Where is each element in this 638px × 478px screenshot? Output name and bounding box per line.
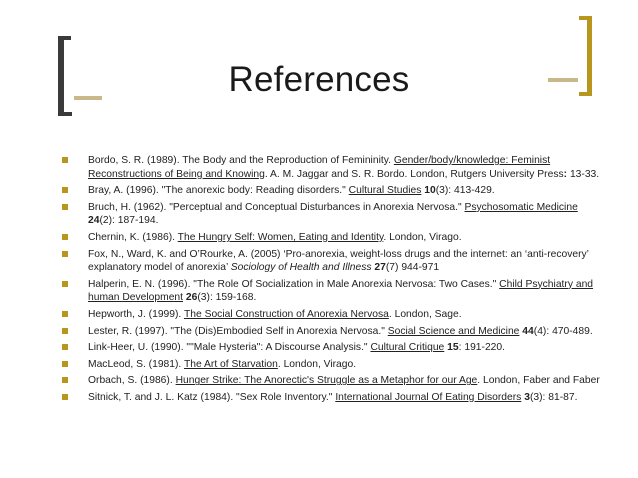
left-bracket-bottom-arm: [64, 112, 72, 116]
reference-volume: 24: [88, 215, 100, 227]
square-bullet-icon: [62, 234, 68, 240]
square-bullet-icon: [62, 344, 68, 350]
right-bracket-top-arm: [579, 16, 587, 20]
reference-text: . London, Faber and Faber: [477, 375, 600, 387]
square-bullet-icon: [62, 204, 68, 210]
reference-item: [62, 391, 602, 405]
reference-text: (7) 944-971: [385, 262, 440, 274]
slide-title: References: [228, 60, 410, 99]
reference-text: . London, Virago.: [277, 358, 357, 370]
reference-text: Chernin, K. (1986).: [88, 231, 178, 243]
left-bracket-top-arm: [64, 36, 71, 40]
reference-item: [62, 374, 602, 388]
square-bullet-icon: [62, 394, 68, 400]
reference-text: Lester, R. (1997). "The (Dis)Embodied Self in Anorexia Nervosa.": [88, 325, 388, 337]
reference-text: Bray, A. (1996). "The anorexic body: Reading disorders.": [88, 185, 349, 197]
reference-item: [62, 184, 602, 198]
reference-text: : 191-220.: [458, 342, 505, 354]
reference-text: . London, Sage.: [388, 308, 462, 320]
square-bullet-icon: [62, 251, 68, 257]
reference-item: [62, 325, 602, 339]
reference-item: [62, 278, 602, 305]
reference-source-title: International Journal Of Eating Disorders: [335, 391, 522, 403]
reference-text: . London, Virago.: [383, 231, 462, 243]
reference-text: Sitnick, T. and J. L. Katz (1984). "Sex Role Inventory.": [88, 391, 336, 403]
reference-volume: 15: [447, 342, 459, 354]
reference-text: Link-Heer, U. (1990). ""Male Hysteria": A Discourse Analysis.": [88, 342, 371, 354]
reference-text: (3): 413-429.: [435, 185, 495, 197]
reference-text: 13-33.: [567, 168, 600, 180]
reference-text: Bruch, H. (1962). "Perceptual and Conceptual Disturbances in Anorexia Nervosa.": [88, 201, 465, 213]
reference-source-title: Social Science and Medicine: [387, 325, 520, 337]
reference-source-title: The Hungry Self: Women, Eating and Identity: [177, 231, 384, 243]
square-bullet-icon: [62, 311, 68, 317]
square-bullet-icon: [62, 187, 68, 193]
square-bullet-icon: [62, 361, 68, 367]
square-bullet-icon: [62, 157, 68, 163]
reference-volume: 26: [185, 292, 198, 304]
square-bullet-icon: [62, 328, 68, 334]
reference-source-title: Cultural Critique: [370, 342, 445, 354]
reference-source-title: Cultural Studies: [348, 185, 422, 197]
reference-source-title: Psychosomatic Medicine: [464, 201, 578, 213]
reference-text: (2): 187-194.: [99, 215, 159, 227]
reference-source-title: The Art of Starvation: [183, 358, 278, 370]
reference-journal-italic: Sociology of Health and Illness: [230, 262, 372, 274]
reference-item: [62, 201, 602, 228]
reference-text: Hepworth, J. (1999).: [88, 308, 184, 320]
square-bullet-icon: [62, 377, 68, 383]
reference-item: [62, 341, 602, 355]
reference-source-title: Gender/body/knowledge: Feminist Reconstructions of Being and Knowing: [88, 155, 551, 180]
reference-item: [62, 358, 602, 372]
reference-text: Halperin, E. N. (1996). "The Role Of Socialization in Male Anorexia Nervosa: Two Cases.": [88, 278, 500, 290]
reference-item: [62, 308, 602, 322]
square-bullet-icon: [62, 281, 68, 287]
reference-text: . A. M. Jaggar and S. R. Bordo. London, Rutgers University Press: [264, 168, 564, 180]
references-list: [62, 154, 602, 408]
reference-source-title: Hunger Strike: The Anorectic's Struggle as a Metaphor for our Age: [175, 375, 478, 387]
reference-volume: 3: [524, 391, 530, 403]
reference-text: (3): 81-87.: [529, 391, 578, 403]
reference-item: [62, 248, 602, 275]
reference-text: (3): 159-168.: [197, 292, 257, 304]
reference-volume: 10: [424, 185, 436, 197]
reference-text: Bordo, S. R. (1989). The Body and the Reproduction of Femininity.: [88, 155, 394, 166]
reference-item: [62, 154, 602, 181]
reference-text: MacLeod, S. (1981).: [88, 358, 184, 370]
reference-text: Orbach, S. (1986).: [88, 375, 176, 387]
reference-item: [62, 231, 602, 245]
reference-text: (4): 470-489.: [533, 325, 593, 337]
reference-text: Fox, N., Ward, K. and O’Rourke, A. (2005) ‘Pro-anorexia, weight-loss drugs and the internet: an ‘anti-recovery’ explanatory model of anorexia’: [88, 248, 589, 274]
reference-volume: 44: [522, 325, 534, 337]
reference-volume: :: [563, 168, 568, 180]
reference-source-title: Child Psychiatry and human Development: [88, 278, 594, 304]
reference-volume: 27: [374, 262, 386, 274]
reference-source-title: The Social Construction of Anorexia Nervosa: [183, 308, 389, 320]
